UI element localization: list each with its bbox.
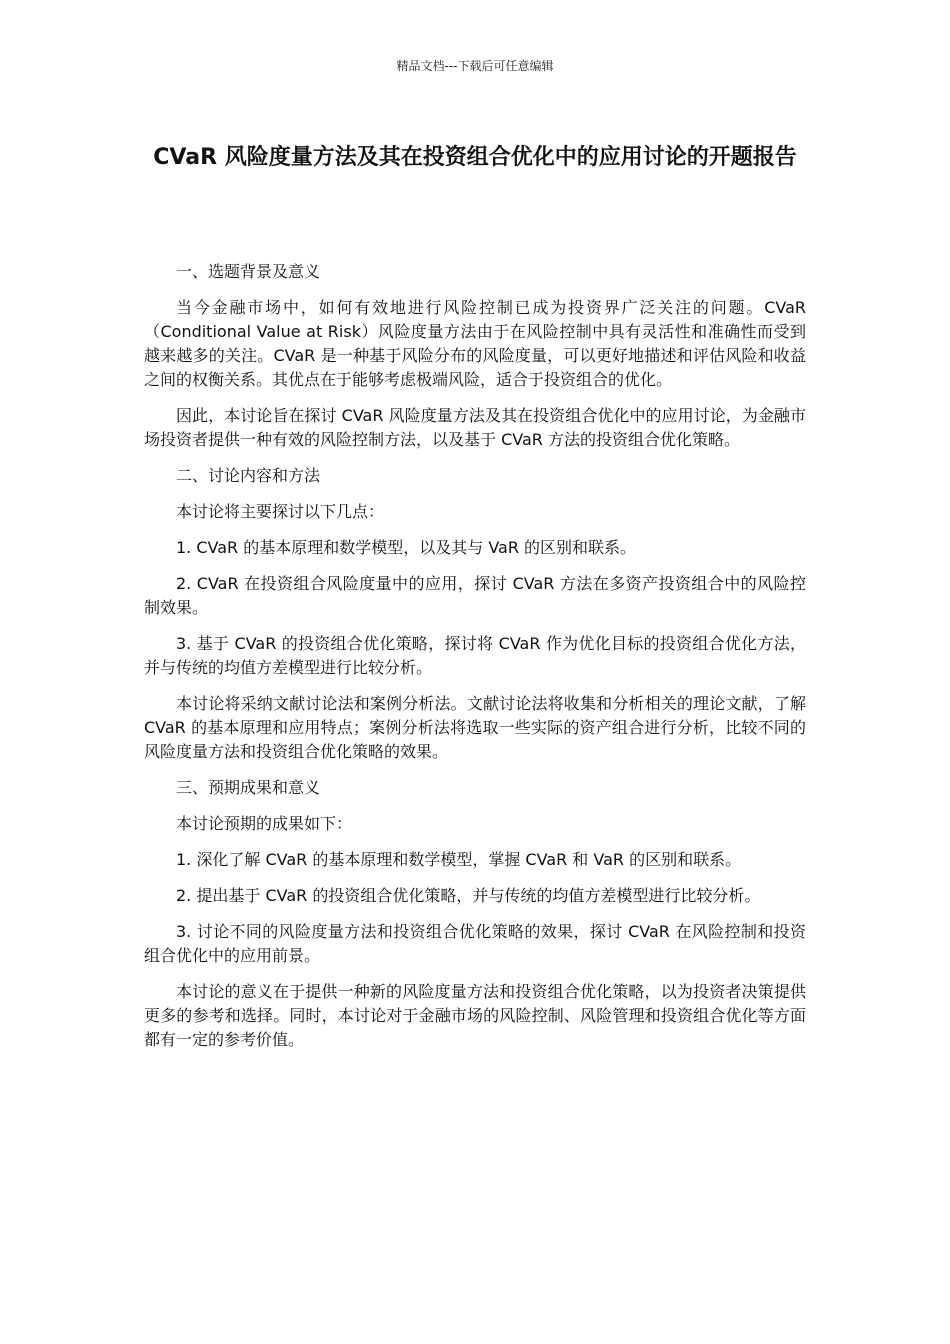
list-item-outcome-1: 1. 深化了解 CVaR 的基本原理和数学模型，掌握 CVaR 和 VaR 的区别和联系。	[176, 850, 742, 869]
paragraph-background: 当今金融市场中，如何有效地进行风险控制已成为投资界广泛关注的问题。CVaR（Conditional Value at Risk）风险度量方法由于在风险控制中具有灵活性和准确性而受到越来越多的关注。CVaR 是一种基于风险分布的风险度量，可以更好地描述和评估风险和收益之间的权衡关系。其优点在于能够考虑极端风险，适合于投资组合的优化。	[144, 298, 806, 389]
page-header: 精品文档---下载后可任意编辑	[396, 59, 554, 73]
document-body	[144, 260, 806, 1064]
list-item-content-2: 2. CVaR 在投资组合风险度量中的应用，探讨 CVaR 方法在多资产投资组合中的风险控制效果。	[144, 574, 806, 617]
list-item-content-3: 3. 基于 CVaR 的投资组合优化策略，探讨将 CVaR 作为优化目标的投资组合优化方法，并与传统的均值方差模型进行比较分析。	[144, 634, 806, 677]
section-heading-outcomes: 三、预期成果和意义	[176, 778, 321, 797]
section-heading-background: 一、选题背景及意义	[176, 262, 321, 281]
document-title: CVaR 风险度量方法及其在投资组合优化中的应用讨论的开题报告	[153, 145, 797, 170]
section-heading-content: 二、讨论内容和方法	[176, 466, 321, 485]
paragraph-outcomes-intro: 本讨论预期的成果如下：	[176, 814, 353, 833]
paragraph-methods: 本讨论将采纳文献讨论法和案例分析法。文献讨论法将收集和分析相关的理论文献，了解 CVaR 的基本原理和应用特点；案例分析法将选取一些实际的资产组合进行分析，比较不同的风险度量方法和投资组合优化策略的效果。	[144, 694, 806, 761]
list-item-content-1: 1. CVaR 的基本原理和数学模型，以及其与 VaR 的区别和联系。	[176, 538, 637, 557]
paragraph-purpose: 因此，本讨论旨在探讨 CVaR 风险度量方法及其在投资组合优化中的应用讨论，为金融市场投资者提供一种有效的风险控制方法，以及基于 CVaR 方法的投资组合优化策略。	[144, 406, 806, 449]
paragraph-content-intro: 本讨论将主要探讨以下几点：	[176, 502, 385, 521]
paragraph-significance: 本讨论的意义在于提供一种新的风险度量方法和投资组合优化策略，以为投资者决策提供更多的参考和选择。同时，本讨论对于金融市场的风险控制、风险管理和投资组合优化等方面都有一定的参考价值。	[144, 982, 806, 1049]
list-item-outcome-3: 3. 讨论不同的风险度量方法和投资组合优化策略的效果，探讨 CVaR 在风险控制和投资组合优化中的应用前景。	[144, 922, 806, 965]
list-item-outcome-2: 2. 提出基于 CVaR 的投资组合优化策略，并与传统的均值方差模型进行比较分析。	[176, 886, 761, 905]
